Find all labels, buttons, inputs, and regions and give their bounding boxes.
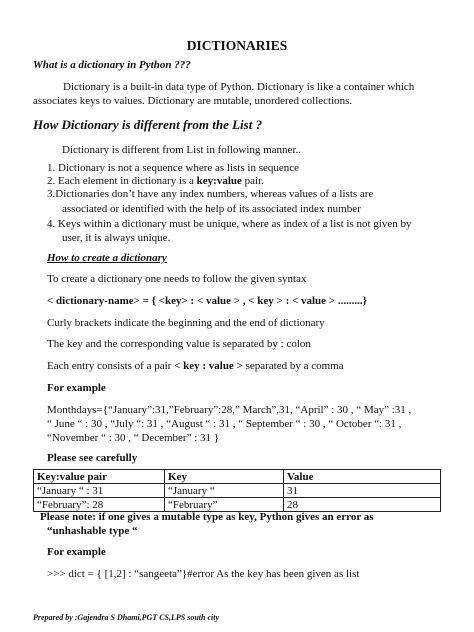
key-value-table bbox=[33, 469, 441, 512]
note-line-1: Please note: if one gives a mutable type as key, Python gives an error as bbox=[40, 511, 374, 523]
table-cell: 28 bbox=[284, 498, 441, 512]
table-header: Key bbox=[165, 470, 284, 484]
list-item: 4. Keys within a dictionary must be unique, where as index of a list is not given by bbox=[47, 218, 412, 230]
code-line-2: “ June “ : 30 , “July “: 31 , “August “ : 31 , “ September “ : 30 , “ October “: 31 , bbox=[47, 418, 402, 430]
list-item: 3.Dictionaries don’t have any index numbers, whereas values of a lists are bbox=[47, 188, 374, 200]
list-item-text: pair. bbox=[241, 175, 264, 187]
entry-bold: < key : value > bbox=[174, 360, 243, 372]
for-example-heading: For example bbox=[47, 382, 106, 394]
keyword-key-value: key:value bbox=[196, 175, 242, 187]
section-heading-difference: How Dictionary is different from the List ? bbox=[33, 117, 263, 132]
table-cell: “February”: 28 bbox=[34, 498, 165, 512]
difference-intro: Dictionary is different from List in following manner.. bbox=[62, 144, 301, 156]
code-line-1: Monthdays={“January”:31,”February”:28,” March”,31, “April” : 30 , “ May” :31 , bbox=[47, 404, 412, 416]
table-header: Key:value pair bbox=[34, 470, 165, 484]
table-header-row bbox=[34, 470, 441, 484]
question-heading: What is a dictionary in Python ??? bbox=[33, 59, 191, 71]
list-item: 1. Dictionary is not a sequence where as lists in sequence bbox=[47, 162, 300, 174]
separator-paragraph: The key and the corresponding value is separated by : colon bbox=[47, 338, 311, 350]
list-item-text: 2. Each element in dictionary is a bbox=[47, 175, 197, 187]
table-header: Value bbox=[284, 470, 441, 484]
intro-line-2: associates keys to values. Dictionary are mutable, unordered collections. bbox=[33, 95, 353, 107]
table-cell: “January “ : 31 bbox=[34, 484, 165, 498]
entry-text: Each entry consists of a pair bbox=[47, 360, 175, 372]
create-heading: How to create a dictionary bbox=[47, 252, 167, 264]
code-line-3: “November “ : 30 , “ December” : 31 } bbox=[47, 432, 220, 444]
note-line-2: “unhashable type “ bbox=[47, 525, 138, 537]
create-paragraph: To create a dictionary one needs to follow the given syntax bbox=[47, 273, 307, 285]
error-example-line: >>> dict = { [1,2] : “sangeeta”}#error As the key has been given as list bbox=[47, 568, 360, 580]
entry-paragraph bbox=[47, 359, 344, 373]
entry-text: separated by a comma bbox=[242, 360, 344, 372]
table-cell: “February” bbox=[165, 498, 284, 512]
list-item-continuation: user, it is always unique. bbox=[62, 232, 171, 244]
table-cell: “January “ bbox=[165, 484, 284, 498]
list-item-continuation: associated or identified with the help of its associated index number bbox=[62, 203, 361, 215]
page-title: DICTIONARIES bbox=[186, 38, 288, 53]
list-item bbox=[47, 174, 264, 188]
table-row bbox=[34, 484, 441, 498]
please-see-heading: Please see carefully bbox=[47, 452, 138, 464]
for-example-heading-2: For example bbox=[47, 546, 106, 558]
footer-credit: Prepared by :Gajendra S Dhami,PGT CS,LPS south city bbox=[33, 613, 220, 622]
table-cell: 31 bbox=[284, 484, 441, 498]
syntax-line: < dictionary-name> = { <key> : < value > , < key > : < value > .........} bbox=[47, 295, 367, 307]
curly-paragraph: Curly brackets indicate the beginning and the end of dictionary bbox=[47, 317, 325, 329]
intro-line-1: Dictionary is a built-in data type of Python. Dictionary is like a container which bbox=[63, 81, 415, 93]
